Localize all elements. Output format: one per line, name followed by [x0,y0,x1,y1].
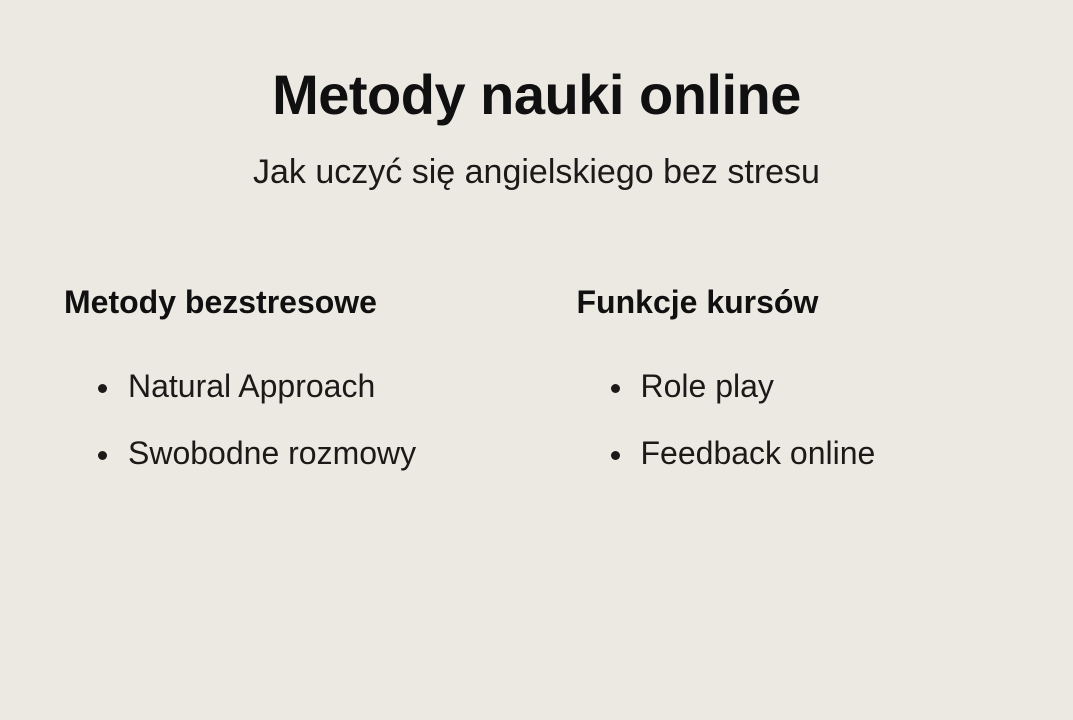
bullet-list-methods [64,367,539,473]
bullet-dot-icon [611,451,620,460]
bullet-list-features [577,367,1014,473]
bullet-dot-icon [611,384,620,393]
column-heading-features: Funkcje kursów [576,284,819,321]
bullet-dot-icon [98,451,107,460]
list-item-label: Feedback online [640,435,876,472]
page-title: Metody nauki online [272,63,801,126]
column-features [539,284,1014,473]
page-subtitle: Jak uczyć się angielskiego bez stresu [253,152,820,191]
list-item [64,434,528,473]
list-item [577,367,1014,406]
list-item [64,367,528,406]
bullet-dot-icon [98,384,107,393]
list-item-label: Role play [640,368,774,405]
list-item-label: Swobodne rozmowy [128,435,417,472]
column-methods [64,284,539,473]
list-item [577,434,1014,473]
content-columns [0,284,1073,473]
slide-header [0,0,1073,192]
list-item-label: Natural Approach [128,368,376,405]
column-heading-methods: Metody bezstresowe [64,284,377,321]
